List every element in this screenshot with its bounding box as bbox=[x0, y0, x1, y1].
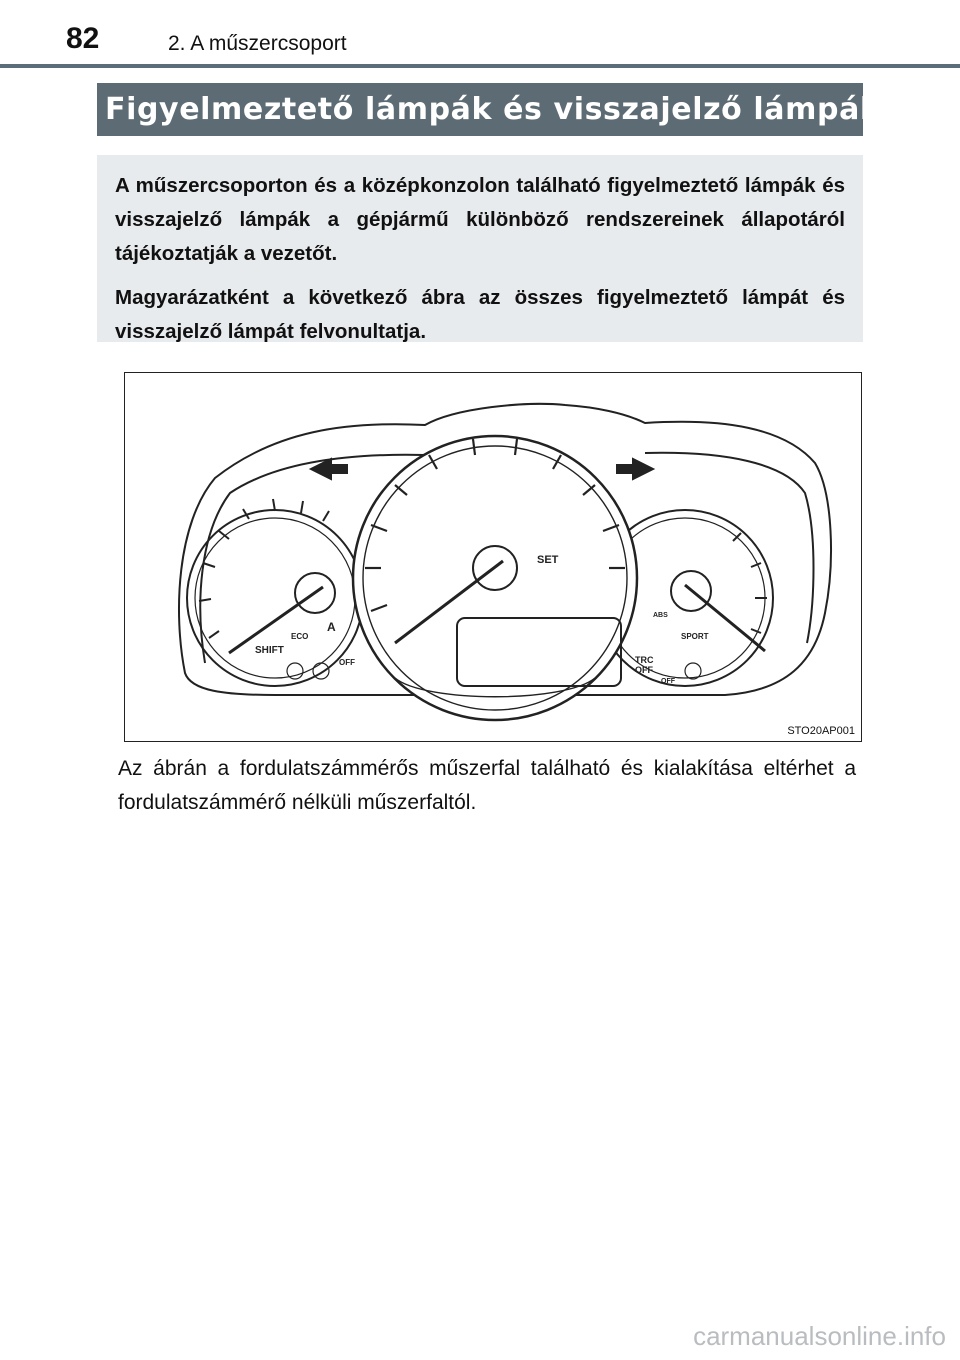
tachometer-ticks bbox=[199, 499, 329, 638]
instrument-cluster-illustration bbox=[125, 373, 863, 743]
tachometer-ring bbox=[187, 510, 363, 686]
auto-stop-label: A bbox=[327, 620, 336, 634]
indicator-lamp-right bbox=[685, 663, 701, 679]
header-rule bbox=[0, 64, 960, 68]
watermark: carmanualsonline.info bbox=[693, 1321, 946, 1351]
set-label: SET bbox=[537, 554, 559, 566]
shift-label: SHIFT bbox=[255, 645, 284, 656]
right-turn-signal-icon bbox=[617, 459, 653, 479]
tachometer-needle bbox=[229, 587, 323, 653]
intro-paragraph-2: Magyarázatként a következő ábra az összes figyelmeztető lámpát és visszajelző lámpát felvonultatja. bbox=[115, 286, 845, 343]
trc-off-label: OFF bbox=[635, 665, 653, 675]
indicator-lamp-left-2 bbox=[313, 663, 329, 679]
figure-caption: Az ábrán a fordulatszámmérős műszerfal található és kialakítása eltérhet a fordulatszámmérő nélküli műszerfaltól. bbox=[118, 757, 856, 814]
vsc-off-label: OFF bbox=[661, 678, 675, 685]
indicator-lamp-left-1 bbox=[287, 663, 303, 679]
auto-stop-off-label: OFF bbox=[339, 658, 355, 667]
fuel-gauge-needle bbox=[685, 585, 765, 651]
trc-label: TRC bbox=[635, 655, 654, 665]
section-title: Figyelmeztető lámpák és visszajelző lámpák bbox=[97, 83, 863, 136]
instrument-cluster-figure bbox=[124, 372, 862, 742]
sport-label: SPORT bbox=[681, 632, 709, 641]
page-number: 82 bbox=[66, 22, 100, 55]
figure-code: STO20AP001 bbox=[787, 725, 855, 737]
speedometer-outer-ring bbox=[353, 436, 637, 720]
abs-label: ABS bbox=[653, 612, 668, 619]
intro-paragraph-1: A műszercsoporton és a középkonzolon található figyelmeztető lámpák és visszajelző lámpák a gépjármű különböző rendszereinek állapotáról tájékoztatják a vezetőt. bbox=[115, 174, 845, 265]
eco-label: ECO bbox=[291, 632, 309, 641]
running-header: 2. A műszercsoport bbox=[168, 32, 347, 55]
intro-box bbox=[97, 155, 863, 342]
